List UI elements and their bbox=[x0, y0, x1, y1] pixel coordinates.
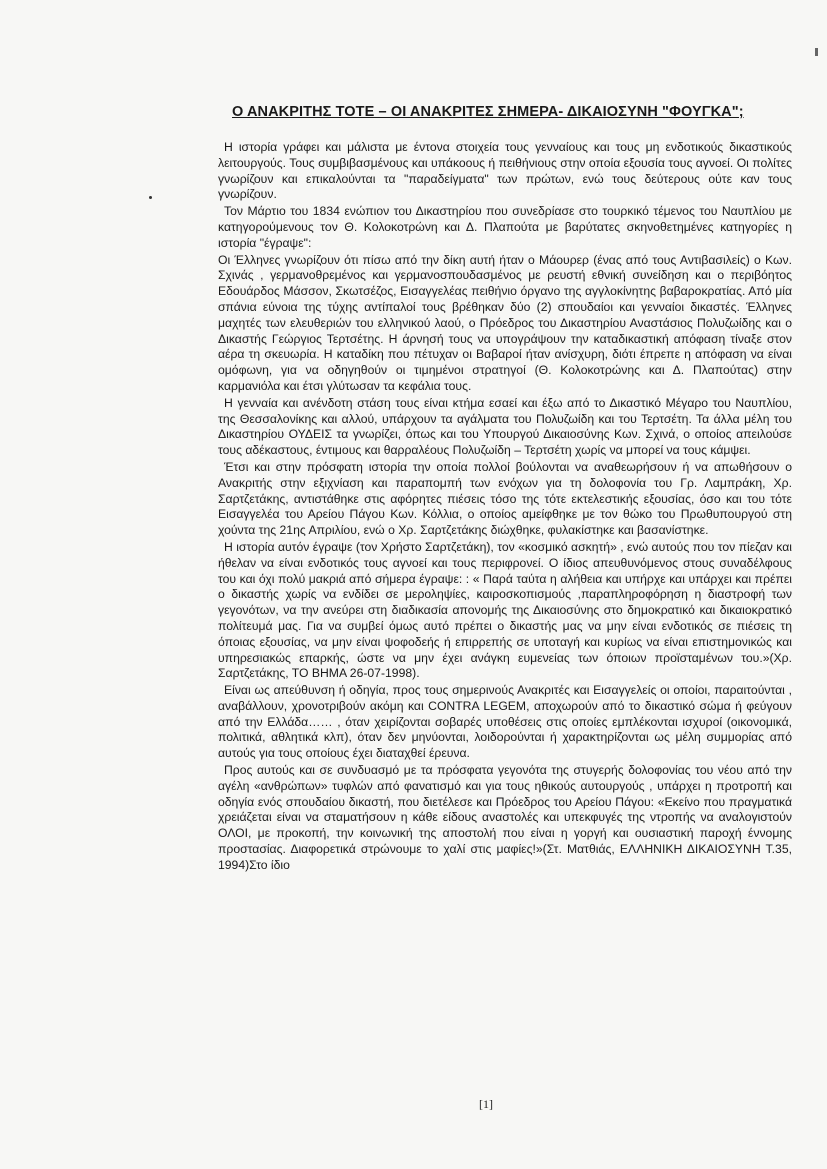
scan-dot-mark bbox=[149, 196, 152, 199]
paragraph: Τον Μάρτιο του 1834 ενώπιον του Δικαστηρίου που συνεδρίασε στο τουρκικό τέμενος του Ναυπλίου με κατηγορούμενους τον Θ. Κολοκοτρώνη και Δ. Πλαπούτα με βαρύτατες σκηνοθετημένες κατηγορίες η ιστορία "έγραψε": bbox=[218, 204, 792, 250]
document-body bbox=[218, 140, 792, 874]
paragraph: Έτσι και στην πρόσφατη ιστορία την οποία πολλοί βούλονται να αναθεωρήσουν ή να απωθήσουν ο Ανακριτής στην εξιχνίαση και παραπομπή των ενόχων για τη δολοφονία του Γρ. Λαμπράκη, Χρ. Σαρτζετάκης, αντιστάθηκε στις αφόρητες πιέσεις τόσο της τότε εκτελεστικής εξουσίας, όσο και του τότε Εισαγγελέα του Αρείου Πάγου Κων. Κόλλια, ο οποίος αμείφθηκε με τον θώκο του Πρωθυπουργού στη χούντα της 21ης Απριλίου, ενώ ο Χρ. Σαρτζετάκης διώχθηκε, φυλακίστηκε και βασανίστηκε. bbox=[218, 459, 792, 538]
paragraph: Η ιστορία γράφει και μάλιστα με έντονα στοιχεία τους γενναίους και τους μη ενδοτικούς δικαστικούς λειτουργούς. Τους συμβιβασμένους και υπάκοους ή πειθήνιους στην οποία εξουσία τους αγνοεί. Οι πολίτες γνωρίζουν και επικαλούνται τα "παραδείγματα" των πρώτων, ενώ τους δεύτερους ούτε καν τους γνωρίζουν. bbox=[218, 140, 792, 202]
page-number: [1] bbox=[479, 1097, 493, 1111]
paragraph: Η ιστορία αυτόν έγραψε (τον Χρήστο Σαρτζετάκη), τον «κοσμικό ασκητή» , ενώ αυτούς που τον πίεζαν και ήθελαν να είναι ενδοτικός τους αγνοεί και τους περιφρονεί. Ο ίδιος απευθυνόμενος στους συναδέλφους του και όχι πολύ μακριά από σήμερα έγραψε: : « Παρά ταύτα η αλήθεια και υπήρχε και υπάρχει και πρέπει ο δικαστής χωρίς να ενδίδει σε μεροληψίες, καιροσκοπισμούς ,παραπληροφόρηση η διαστροφή των γεγονότων, να την ανεύρει στη διαδικασία απονομής της Δικαιοσύνης στο δημοκρατικό και δικαιοκρατικό πολίτευμά μας. Για να συμβεί όμως αυτό πρέπει ο δικαστής μας να μην είναι ενδοτικός σε πιέσεις τη όποιας εξουσίας, να μην είναι ψοφοδεής ή επιρρεπής σε υποταγή και κυρίως να είναι επιστημονικώς και υπηρεσιακώς επαρκής, ώστε να μην έχει ανάγκη ευμενείας των όποιων προϊσταμένων του.»(Χρ. Σαρτζετάκης, ΤΟ ΒΗΜΑ 26-07-1998). bbox=[218, 539, 792, 681]
paragraph: Οι Έλληνες γνωρίζουν ότι πίσω από την δίκη αυτή ήταν ο Μάουρερ (ένας από τους Αντιβασιλείς) ο Κων. Σχινάς , γερμανοθρεμένος και γερμανοσπουδασμένος με ρευστή εθνική συνείδηση και ο περιβόητος Εδουάρδος Μάσσον, Σκωτσέζος, Εισαγγελέας πειθήνιο όργανο της αγγλοκίνητης βαβαροκρατίας. Από μία σπάνια εύνοια της τύχης αντίπαλοί τους βρέθηκαν δύο (2) σπουδαίοι και γενναίοι δικαστές. Έλληνες μαχητές των ελευθεριών του ελληνικού λαού, ο Πρόεδρος του Δικαστηρίου Αναστάσιος Πολυζωίδης και ο Δικαστής Γεώργιος Τερτσέτης. Η άρνησή τους να υπογράψουν την καταδικαστική απόφαση τίναξε στον αέρα τη σκευωρία. Η καταδίκη που πέτυχαν οι Βαβαροί ήταν ανίσχυρη, διότι έπρεπε η απόφαση να είναι ομόφωνη, για να οδηγηθούν οι τιμημένοι στρατηγοί (Θ. Κολοκοτρώνης και Δ. Πλαπούτας) στην καρμανιόλα και έτσι γλύτωσαν τα κεφάλια τους. bbox=[218, 252, 792, 393]
paragraph: Είναι ως απεύθυνση ή οδηγία, προς τους σημερινούς Ανακριτές και Εισαγγελείς οι οποίοι, παραιτούνται , αναβάλλουν, χρονοτριβούν ακόμη και CONTRA LEGEM, αποχωρούν από το δικαστικό σώμα ή φεύγουν από την Ελλάδα…… , όταν χειρίζονται σοβαρές υποθέσεις στις οποίες εμπλέκονται ισχυροί (οικονομικά, πολιτικά, αθλητικά κλπ), όταν δεν μηνύονται, λοιδορούνται ή χαρακτηρίζονται ως μέλη συμμορίας από αυτούς για τους οποίους έχει διαταχθεί έρευνα. bbox=[218, 683, 792, 761]
document-title: Ο ΑΝΑΚΡΙΤΗΣ ΤΟΤΕ – ΟΙ ΑΝΑΚΡΙΤΕΣ ΣΗΜΕΡΑ- ΔΙΚΑΙΟΣΥΝΗ "ΦΟΥΓΚΑ"; bbox=[232, 104, 744, 120]
paragraph: Προς αυτούς και σε συνδυασμό με τα πρόσφατα γεγονότα της στυγερής δολοφονίας του νέου από την αγέλη «ανθρώπων» τυφλών από φανατισμό και για τους ηθικούς αυτουργούς , υπάρχει η προτροπή και οδηγία ενός σπουδαίου δικαστή, που διετέλεσε και Πρόεδρος του Αρείου Πάγου: «Εκείνο που πραγματικά χρειάζεται είναι να σταματήσουν η κάθε είδους αναστολές και υπεκφυγές της ντροπής να αναλογιστούν ΟΛΟΙ, με προκοπή, την κοινωνική της αποστολή που είναι η γοργή και ουσιαστική παροχή έννομης προστασίας. Διαφορετικά στρώνουμε το χαλί στις μαφίες!»(Στ. Ματθιάς, ΕΛΛΗΝΙΚΗ ΔΙΚΑΙΟΣΥΝΗ Τ.35, 1994)Στο ίδιο bbox=[218, 763, 792, 872]
scan-edge-mark bbox=[815, 48, 818, 56]
paragraph: Η γενναία και ανένδοτη στάση τους είναι κτήμα εσαεί και έξω από το Δικαστικό Μέγαρο του Ναυπλίου, της Θεσσαλονίκης και αλλού, υπάρχουν τα αγάλματα του Πολυζωίδη και του Τερτσέτη. Τα άλλα μέλη του Δικαστηρίου ΟΥΔΕΙΣ τα γνωρίζει, όπως και του Υπουργού Δικαιοσύνης Κων. Σχινά, ο οποίος απειλούσε τους αδέκαστους, έντιμους και θαρραλέους Πολυζωίδη – Τερτσέτη χωρίς να μπορεί να τους κάμψει. bbox=[218, 395, 792, 458]
